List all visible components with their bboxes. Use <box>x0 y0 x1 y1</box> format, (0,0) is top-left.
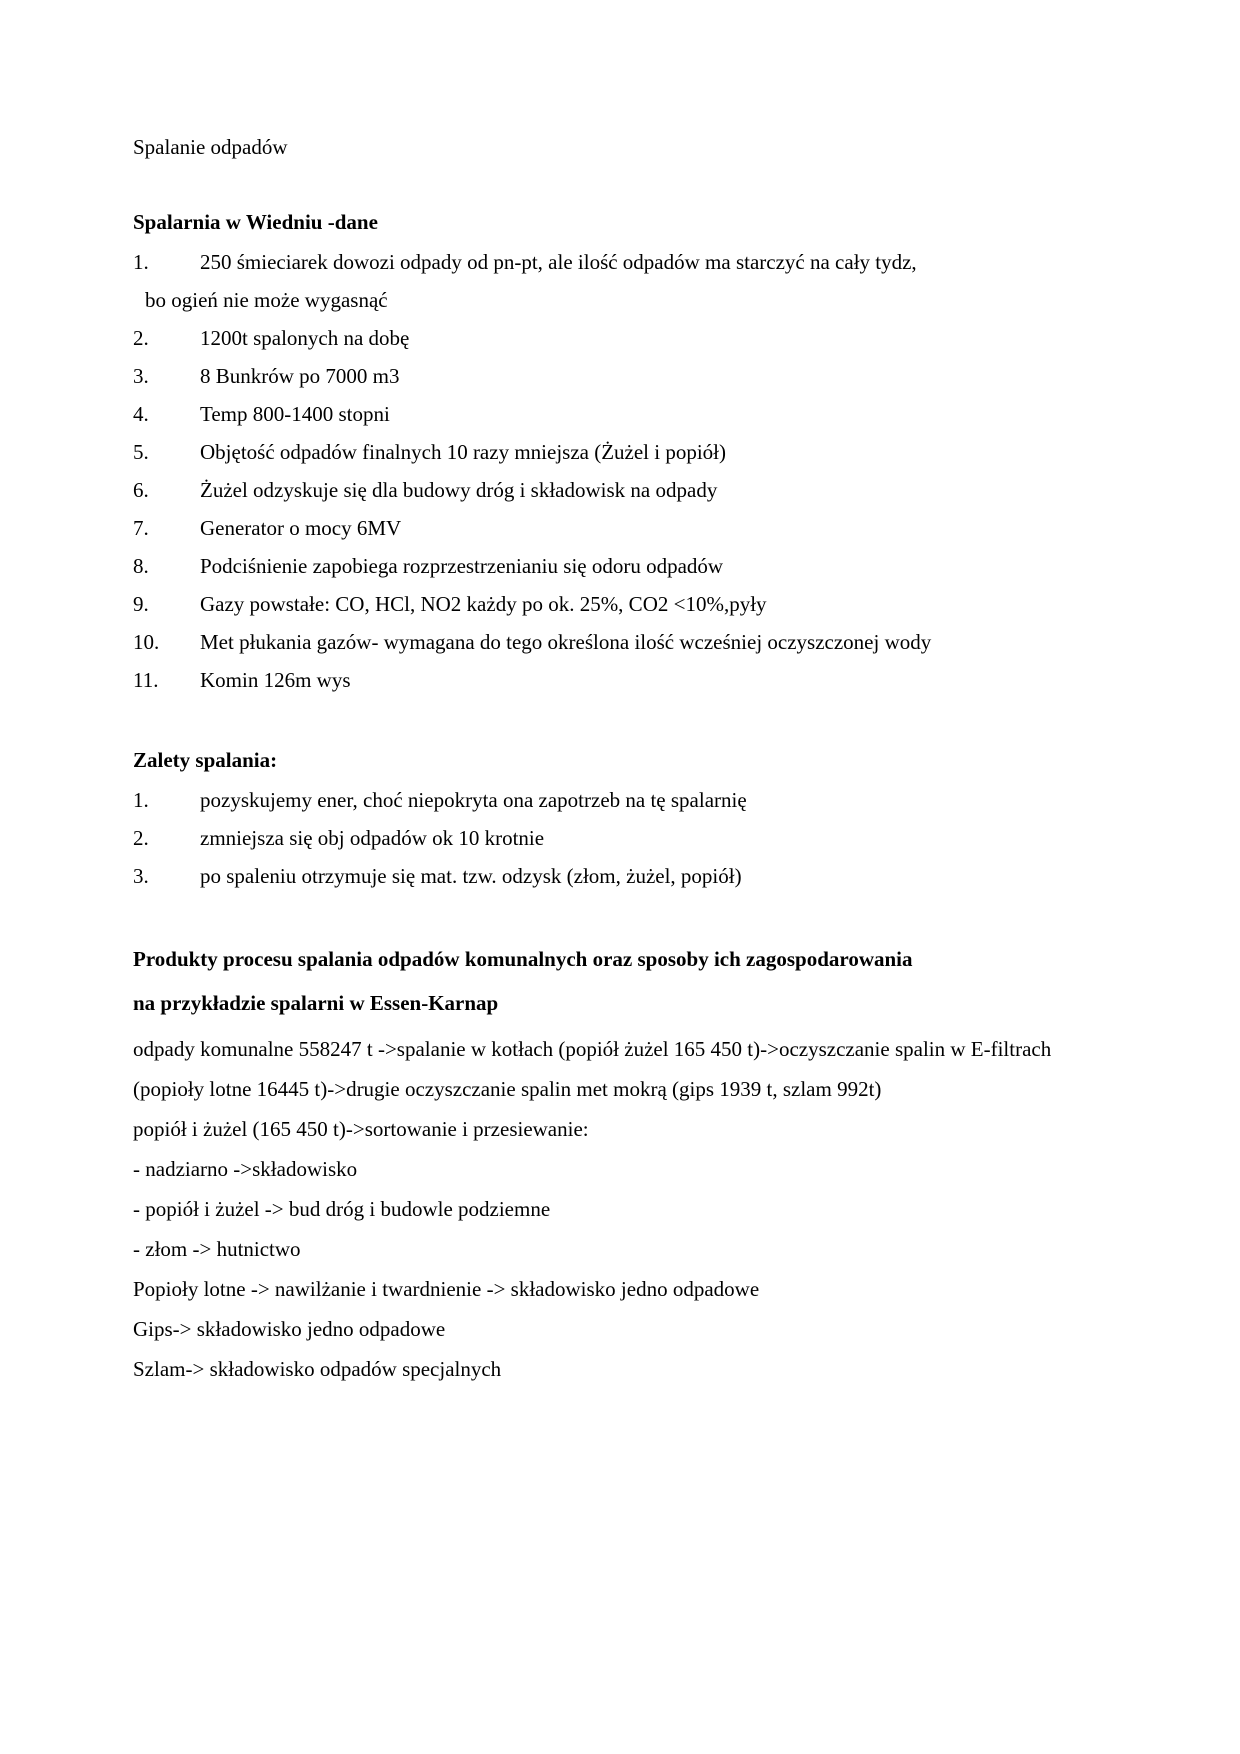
section-vienna <box>133 203 1108 699</box>
list-item-text: Komin 126m wys <box>200 668 351 692</box>
list-item-text: 1200t spalonych na dobę <box>200 326 410 350</box>
paragraph: Popioły lotne -> nawilżanie i twardnienie -> składowisko jedno odpadowe <box>133 1277 760 1301</box>
list-item <box>133 243 1108 319</box>
list-item-number: 9. <box>133 592 149 616</box>
list-item <box>133 357 1108 395</box>
list-item-text: zmniejsza się obj odpadów ok 10 krotnie <box>200 826 545 850</box>
list-item-number: 8. <box>133 554 149 578</box>
list-item-text: Żużel odzyskuje się dla budowy dróg i składowisk na odpady <box>200 478 718 502</box>
list-item-continuation: bo ogień nie może wygasnąć <box>145 288 388 312</box>
list-item-number: 4. <box>133 402 149 426</box>
list-item <box>133 857 1108 895</box>
list-item-number: 11. <box>133 668 159 692</box>
list-item-text: Met płukania gazów- wymagana do tego określona ilość wcześniej oczyszczonej wody <box>200 630 932 654</box>
list-item-number: 3. <box>133 364 149 388</box>
paragraph: - złom -> hutnictwo <box>133 1237 301 1261</box>
list-item-text: pozyskujemy ener, choć niepokryta ona zapotrzeb na tę spalarnię <box>200 788 747 812</box>
list-item-number: 1. <box>133 788 149 812</box>
list-item-text: Objętość odpadów finalnych 10 razy mniejsza (Żużel i popiół) <box>200 440 727 464</box>
list-item <box>133 819 1108 857</box>
paragraph: - nadziarno ->składowisko <box>133 1157 358 1181</box>
document-title: Spalanie odpadów <box>133 135 288 159</box>
section-heading-products-line2: na przykładzie spalarni w Essen-Karnap <box>133 991 499 1015</box>
paragraph: odpady komunalne 558247 t ->spalanie w kotłach (popiół żużel 165 450 t)->oczyszczanie spalin w E-filtrach (popioły lotne 16445 t)->drugie oczyszczanie spalin met mokrą (gips 1939 t, szlam 992t) <box>133 1037 1052 1101</box>
list-item-number: 10. <box>133 630 160 654</box>
list-item <box>133 433 1108 471</box>
list-item-number: 6. <box>133 478 149 502</box>
list-item <box>133 547 1108 585</box>
list-item <box>133 395 1108 433</box>
list-item <box>133 781 1108 819</box>
list-item-number: 7. <box>133 516 149 540</box>
list-item-number: 1. <box>133 250 149 274</box>
list-item-text: Gazy powstałe: CO, HCl, NO2 każdy po ok. 25%, CO2 <10%,pyły <box>200 592 767 616</box>
list-item <box>133 661 1108 699</box>
list-item-text: Generator o mocy 6MV <box>200 516 402 540</box>
list-item-number: 5. <box>133 440 149 464</box>
list-item-number: 3. <box>133 864 149 888</box>
list-item-text: 8 Bunkrów po 7000 m3 <box>200 364 400 388</box>
section-products <box>133 937 1108 1389</box>
section-heading-products-line1: Produkty procesu spalania odpadów komunalnych oraz sposoby ich zagospodarowania <box>133 947 913 971</box>
list-item-number: 2. <box>133 326 149 350</box>
products-paragraphs <box>133 1029 1108 1389</box>
list-item-number: 2. <box>133 826 149 850</box>
section-heading-vienna: Spalarnia w Wiedniu -dane <box>133 210 378 234</box>
paragraph: Szlam-> składowisko odpadów specjalnych <box>133 1357 502 1381</box>
list-item-text: po spaleniu otrzymuje się mat. tzw. odzysk (złom, żużel, popiół) <box>200 864 742 888</box>
paragraph: - popiół i żużel -> bud dróg i budowle podziemne <box>133 1197 551 1221</box>
section-advantages <box>133 741 1108 895</box>
list-item <box>133 585 1108 623</box>
list-item-text: Temp 800-1400 stopni <box>200 402 390 426</box>
paragraph: popiół i żużel (165 450 t)->sortowanie i przesiewanie: <box>133 1117 589 1141</box>
section-heading-advantages: Zalety spalania: <box>133 748 278 772</box>
list-item-text: 250 śmieciarek dowozi odpady od pn-pt, ale ilość odpadów ma starczyć na cały tydz, <box>200 250 917 274</box>
list-item <box>133 319 1108 357</box>
paragraph: Gips-> składowisko jedno odpadowe <box>133 1317 446 1341</box>
list-item-text: Podciśnienie zapobiega rozprzestrzenianiu się odoru odpadów <box>200 554 724 578</box>
list-item <box>133 623 1108 661</box>
list-item <box>133 509 1108 547</box>
list-item <box>133 471 1108 509</box>
